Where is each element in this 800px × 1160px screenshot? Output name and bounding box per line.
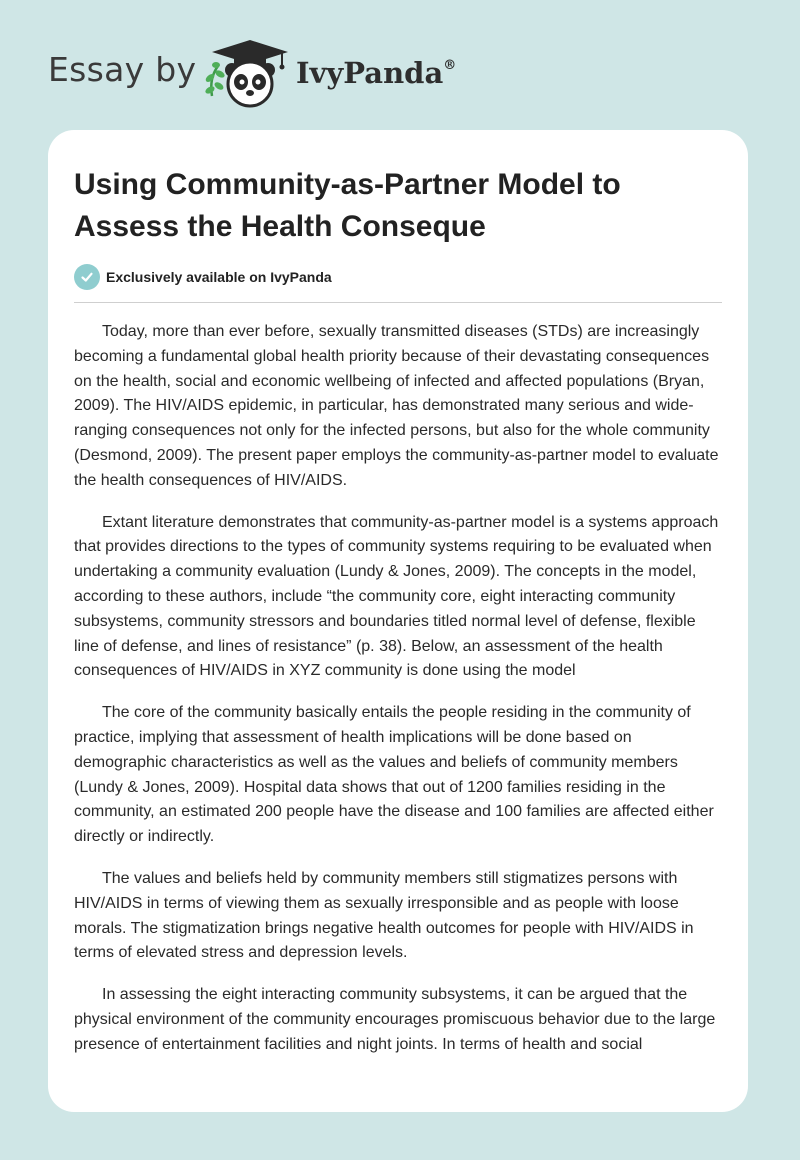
registered-mark: ®: [443, 58, 457, 73]
exclusive-badge-text: Exclusively available on IvyPanda: [106, 269, 332, 285]
article-title: Using Community-as-Partner Model to Assess the Health Conseque: [74, 168, 621, 243]
divider: [74, 302, 722, 303]
paragraph: Extant literature demonstrates that community-as-partner model is a systems approach that provides directions to the types of community systems requiring to be evaluated when undertaking a community evaluation (Lundy & Jones, 2009). The concepts in the model, according to these authors, include “the community core, eight interacting community subsystems, community stressors and boundaries titled normal level of defense, flexible line of defense, and lines of resistance” (p. 38). Below, an assessment of the health consequences of HIV/AIDS in XYZ community is done using the model: [74, 513, 719, 680]
site-header: [0, 0, 800, 130]
paragraph: The core of the community basically entails the people residing in the community of practice, implying that assessment of health implications will be done based on demographic characteristics as well as the values and beliefs of community members (Lundy & Jones, 2009). Hospital data shows that out of 1200 families residing in the community, an estimated 200 people have the disease and 100 families are affected either directly or indirectly.: [74, 704, 714, 846]
paragraph: In assessing the eight interacting community subsystems, it can be argued that the physical environment of the community encourages promiscuous behavior due to the large presence of entertainment facilities and night joints. In terms of health and social: [74, 986, 716, 1053]
paragraph: The values and beliefs held by community members still stigmatizes persons with HIV/AIDS in terms of viewing them as sexually irresponsible and as people with loose morals. The stigmatization brings negative health outcomes for people with HIV/AIDS in terms of elevated stress and depression levels.: [74, 869, 694, 962]
brand-name[interactable]: [296, 56, 456, 90]
article-card: [48, 130, 748, 1112]
panda-graduate-icon[interactable]: [202, 34, 290, 108]
exclusive-badge: [74, 264, 332, 290]
paragraph: Today, more than ever before, sexually transmitted diseases (STDs) are increasingly becoming a fundamental global health priority because of their devastating consequences on the health, social and economic wellbeing of infected and affected populations (Bryan, 2009). The HIV/AIDS epidemic, in particular, has demonstrated many serious and wide-ranging consequences not only for the infected persons, but also for the whole community (Desmond, 2009). The present paper employs the community-as-partner model to evaluate the health consequences of HIV/AIDS.: [74, 323, 719, 489]
essay-by-label: Essay by: [48, 50, 197, 89]
check-icon: [74, 264, 100, 290]
leaf-icon: [204, 62, 226, 96]
brand-text: IvyPanda: [296, 56, 444, 90]
article-body: [74, 320, 722, 1075]
